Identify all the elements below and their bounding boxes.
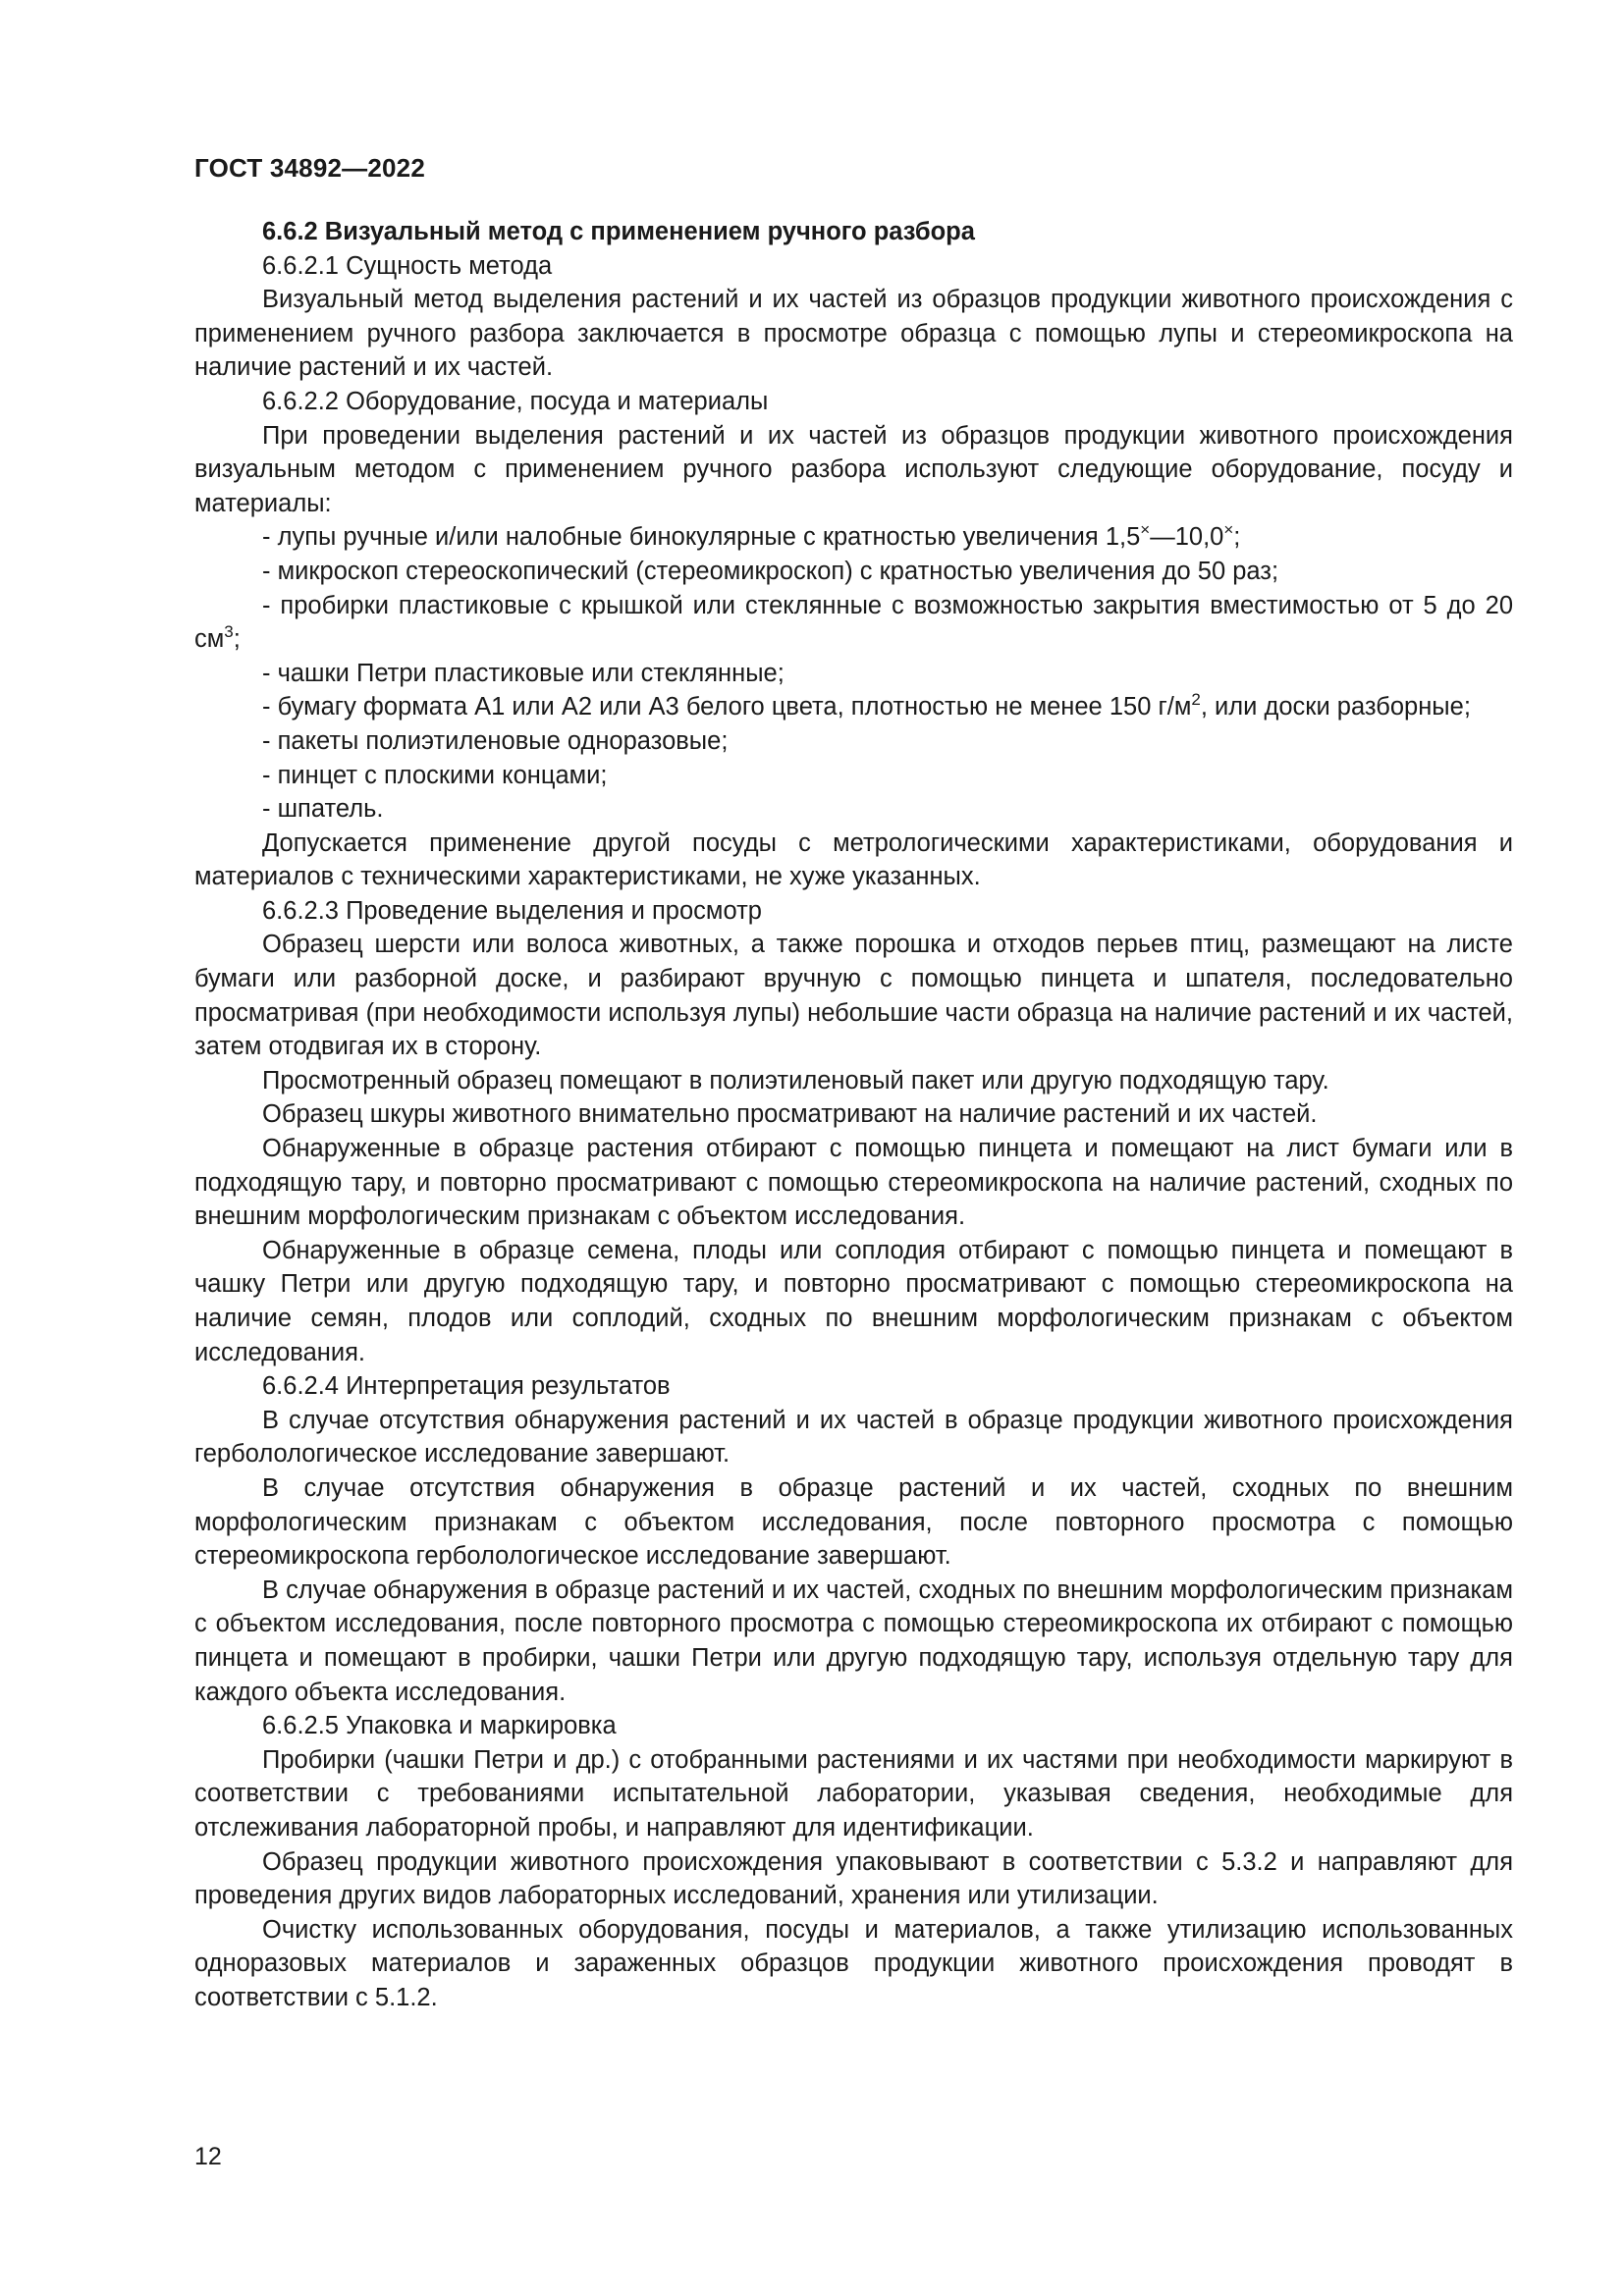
paragraph: В случае обнаружения в образце растений и их частей, сходных по внешним морфологическим признакам с объектом исследования, после повторного просмотра с помощью стереомикроскопа их отбирают с помощью пинцета и помещают в пробирки, чашки Петри или другую подходящую тару, используя отдельную тару для каждого объекта исследования.	[194, 1575, 1513, 1706]
paragraph: Пробирки (чашки Петри и др.) с отобранными растениями и их частями при необходимости маркируют в соответствии с требованиями испытательной лаборатории, указывая сведения, необходимые для отслеживания лабораторной пробы, и направляют для идентификации.	[194, 1745, 1513, 1842]
list-item: - бумагу формата А1 или А2 или А3 белого цвета, плотностью не менее 150 $г/м^2$, или доски разборные;	[262, 690, 1471, 721]
list-item: - пинцет с плоскими концами;	[262, 761, 608, 789]
paragraph: В случае отсутствия обнаружения растений и их частей в образце продукции животного происхождения герболологическое исследование завершают.	[194, 1406, 1513, 1468]
list-item: - лупы ручные и/или налобные бинокулярные с кратностью увеличения 1,5×—10,0×;	[262, 520, 1241, 552]
subsection-title: 6.6.2.2 Оборудование, посуда и материалы	[262, 387, 769, 415]
paragraph: В случае отсутствия обнаружения в образце растений и их частей, сходных по внешним морфологическим признакам с объектом исследования, после повторного просмотра с помощью стереомикроскопа герболологическое исследование завершают.	[194, 1473, 1513, 1571]
list-item: - пробирки пластиковые с крышкой или стеклянные с возможностью закрытия вместимостью от 5 до 20 $см^3$;	[194, 591, 1513, 654]
paragraph: Допускается применение другой посуды с метрологическими характеристиками, оборудования и материалов с техническими характеристиками, не хуже указанных.	[194, 828, 1513, 891]
paragraph: При проведении выделения растений и их частей из образцов продукции животного происхождения визуальным методом с применением ручного разбора используют следующие оборудование, посуду и материалы:	[194, 421, 1513, 517]
paragraph: Просмотренный образец помещают в полиэтиленовый пакет или другую подходящую тару.	[262, 1066, 1329, 1095]
page-number: 12	[194, 2143, 222, 2170]
list-item: - шпатель.	[262, 795, 384, 824]
section-heading: 6.6.2 Визуальный метод с применением ручного разбора	[262, 218, 975, 245]
paragraph: Обнаруженные в образце растения отбирают с помощью пинцета и помещают на лист бумаги или в подходящую тару, и повторно просматривают с помощью стереомикроскопа на наличие растений, сходных по внешним морфологическим признакам с объектом исследования.	[194, 1135, 1513, 1231]
subsection-title: 6.6.2.1 Сущность метода	[262, 251, 553, 280]
page-body	[194, 215, 1513, 2014]
paragraph: Обнаруженные в образце семена, плоды или соплодия отбирают с помощью пинцета и помещают в чашку Петри или другую подходящую тару, и повторно просматривают с помощью стереомикроскопа на наличие семян, плодов или соплодий, сходных по внешним морфологическим признакам с объектом исследования.	[194, 1236, 1513, 1366]
paragraph: Образец шкуры животного внимательно просматривают на наличие растений и их частей.	[262, 1100, 1318, 1129]
subsection-title: 6.6.2.4 Интерпретация результатов	[262, 1372, 671, 1401]
list-item: - микроскоп стереоскопический (стереомикроскоп) с кратностью увеличения до 50 раз;	[262, 557, 1279, 585]
list-item: - пакеты полиэтиленовые одноразовые;	[262, 726, 729, 755]
paragraph: Очистку использованных оборудования, посуды и материалов, а также утилизацию использованных одноразовых материалов и зараженных образцов продукции животного происхождения проводят в соответствии с 5.1.2.	[194, 1915, 1513, 2011]
document-code-header: ГОСТ 34892—2022	[194, 153, 425, 183]
paragraph: Образец шерсти или волоса животных, а также порошка и отходов перьев птиц, размещают на листе бумаги или разборной доске, и разбирают вручную с помощью пинцета и шпателя, последовательно просматривая (при необходимости используя лупы) небольшие части образца на наличие растений и их частей, затем отодвигая их в сторону.	[194, 931, 1513, 1061]
paragraph: Образец продукции животного происхождения упаковывают в соответствии с 5.3.2 и направляют для проведения других видов лабораторных исследований, хранения или утилизации.	[194, 1847, 1513, 1910]
subsection-title: 6.6.2.5 Упаковка и маркировка	[262, 1712, 617, 1740]
paragraph: Визуальный метод выделения растений и их частей из образцов продукции животного происхождения с применением ручного разбора заключается в просмотре образца с помощью лупы и стереомикроскопа на наличие растений и их частей.	[194, 286, 1513, 382]
subsection-title: 6.6.2.3 Проведение выделения и просмотр	[262, 896, 762, 925]
list-item: - чашки Петри пластиковые или стеклянные;	[262, 659, 785, 687]
